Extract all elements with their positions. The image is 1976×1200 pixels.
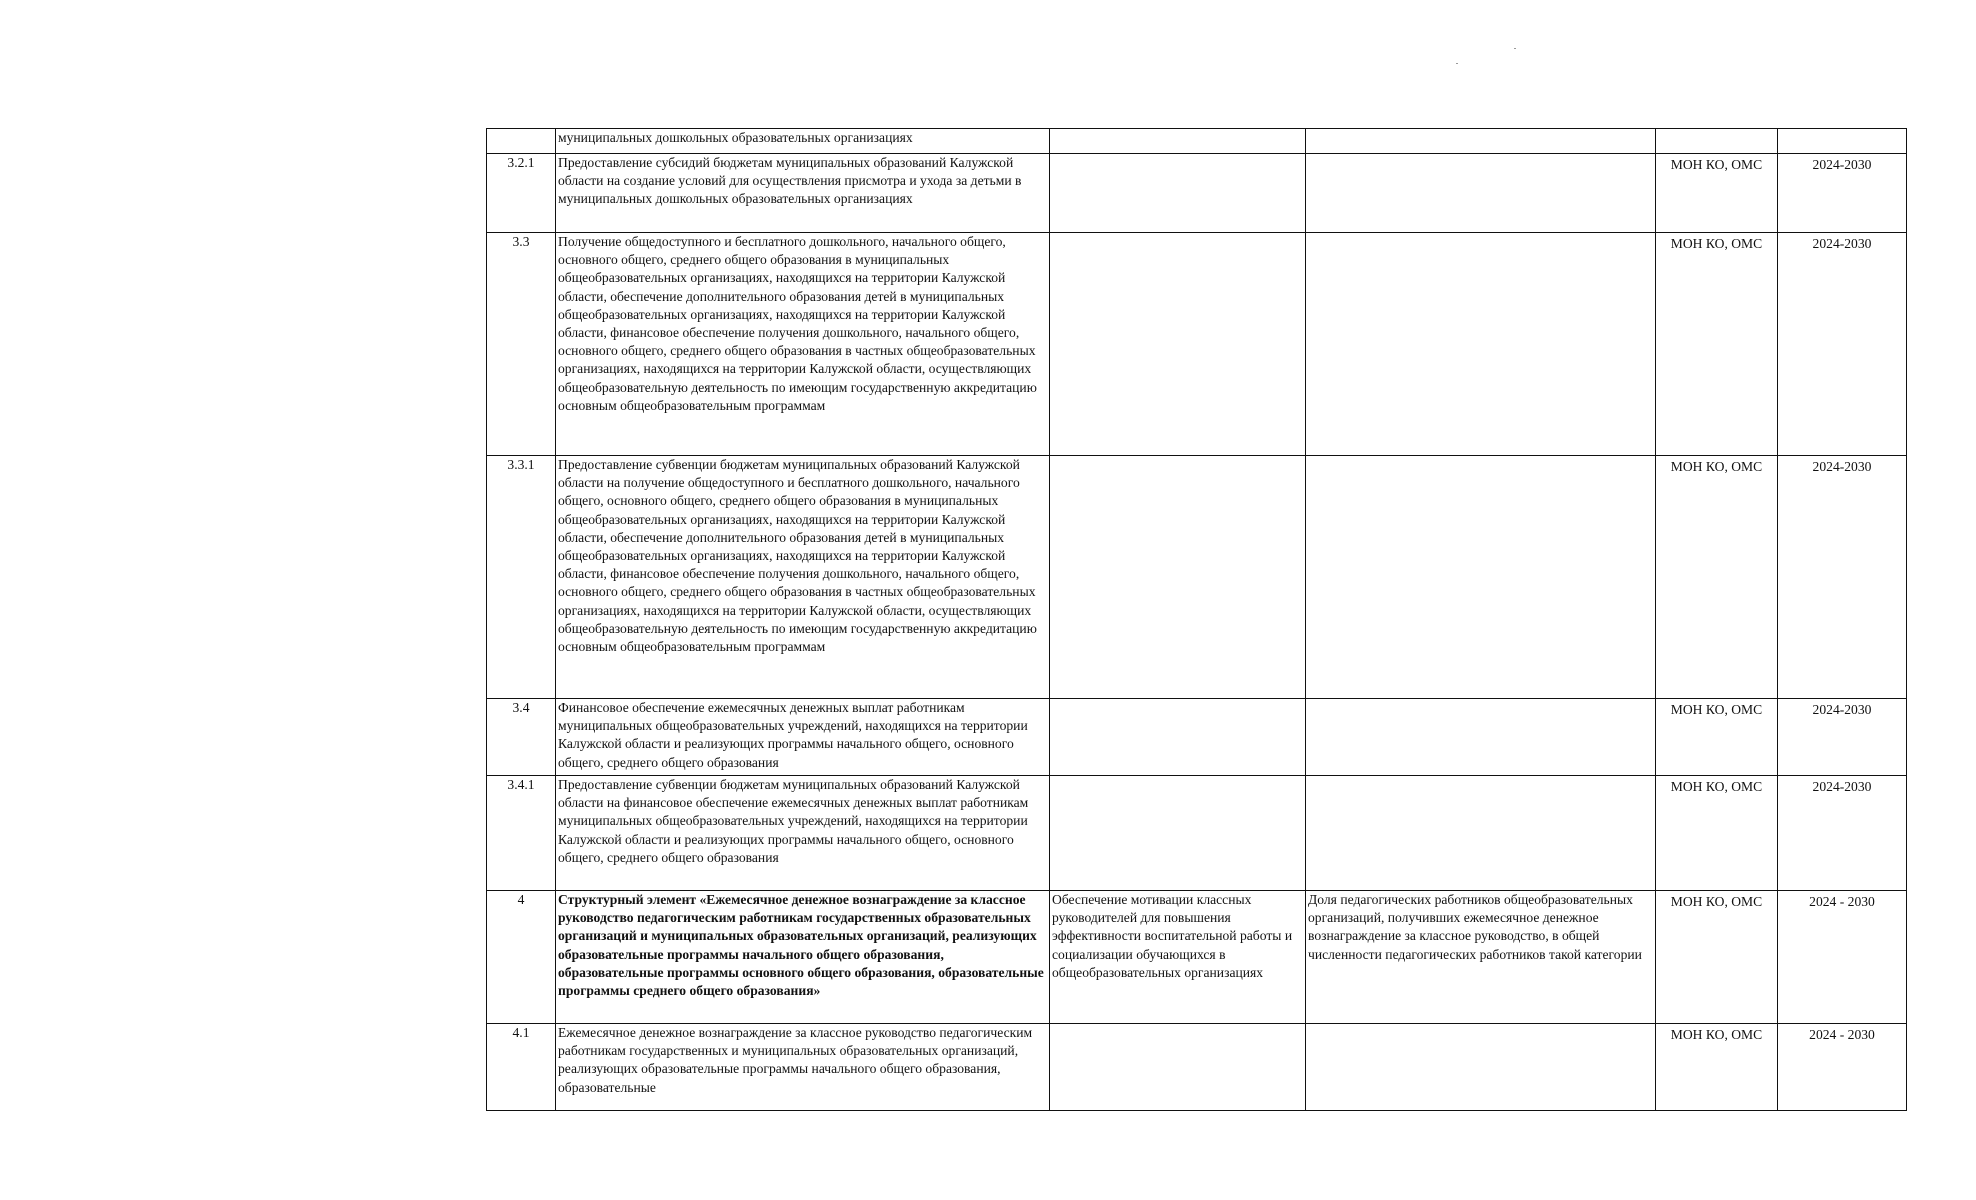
row-number [487, 129, 556, 154]
table-row [487, 891, 1907, 1024]
expected-result [1050, 1024, 1306, 1111]
period: 2024 - 2030 [1778, 891, 1907, 1024]
executor: МОН КО, ОМС [1656, 456, 1778, 699]
expected-result: Обеспечение мотивации классных руководителей для повышения эффективности воспитательной работы и социализации обучающихся в общеобразовательных организациях [1050, 891, 1306, 1024]
measures-table [486, 128, 1907, 1111]
indicator-text: Доля педагогических работников общеобразовательных организаций, получивших ежемесячное денежное вознаграждение за классное руководство, в общей численности педагогических работников такой категории [1306, 891, 1656, 1024]
expected-result [1050, 776, 1306, 891]
executor: МОН КО, ОМС [1656, 154, 1778, 233]
measure-text: Предоставление субсидий бюджетам муниципальных образований Калужской области на создание условий для осуществления присмотра и ухода за детьми в муниципальных дошкольных образовательных организациях [556, 154, 1050, 233]
measure-text: Финансовое обеспечение ежемесячных денежных выплат работникам муниципальных общеобразовательных учреждений, находящихся на территории Калужской области и реализующих программы начального общего, основного общего, среднего общего образования [556, 699, 1050, 776]
row-number: 3.4.1 [487, 776, 556, 891]
expected-result [1050, 154, 1306, 233]
indicator-text [1306, 233, 1656, 456]
expected-result [1050, 456, 1306, 699]
measure-text: муниципальных дошкольных образовательных организациях [556, 129, 1050, 154]
table-row [487, 776, 1907, 891]
expected-result [1050, 129, 1306, 154]
measure-text: Ежемесячное денежное вознаграждение за классное руководство педагогическим работникам государственных и муниципальных образовательных организаций, реализующих образовательные программы начального общего образования, образовательные [556, 1024, 1050, 1111]
measure-text: Предоставление субвенции бюджетам муниципальных образований Калужской области на получение общедоступного и бесплатного дошкольного, начального общего, основного общего, среднего общего образования в муниципальных общеобразовательных организациях, находящихся на территории Калужской области, обеспечение дополнительного образования детей в муниципальных общеобразовательных организациях, находящихся на территории Калужской области, финансовое обеспечение получения дошкольного, начального общего, основного общего, среднего общего образования в частных общеобразовательных организациях, находящихся на территории Калужской области, осуществляющих общеобразовательную деятельность по имеющим государственную аккредитацию основным общеобразовательным программам [556, 456, 1050, 699]
period: 2024-2030 [1778, 233, 1907, 456]
indicator-text [1306, 699, 1656, 776]
row-number: 3.2.1 [487, 154, 556, 233]
scan-speck [1514, 48, 1516, 49]
executor: МОН КО, ОМС [1656, 699, 1778, 776]
row-number: 3.3.1 [487, 456, 556, 699]
expected-result [1050, 699, 1306, 776]
table-row [487, 699, 1907, 776]
indicator-text [1306, 1024, 1656, 1111]
scan-speck [1456, 63, 1458, 64]
indicator-text [1306, 154, 1656, 233]
measure-text: Получение общедоступного и бесплатного дошкольного, начального общего, основного общего, среднего общего образования в муниципальных общеобразовательных организациях, находящихся на территории Калужской области, обеспечение дополнительного образования детей в муниципальных общеобразовательных организациях, находящихся на территории Калужской области, финансовое обеспечение получения дошкольного, начального общего, основного общего, среднего общего образования в частных общеобразовательных организациях, находящихся на территории Калужской области, осуществляющих общеобразовательную деятельность по имеющим государственную аккредитацию основным общеобразовательным программам [556, 233, 1050, 456]
period: 2024-2030 [1778, 154, 1907, 233]
executor: МОН КО, ОМС [1656, 1024, 1778, 1111]
executor [1656, 129, 1778, 154]
indicator-text [1306, 776, 1656, 891]
period: 2024-2030 [1778, 456, 1907, 699]
row-number: 4 [487, 891, 556, 1024]
table-row [487, 233, 1907, 456]
period: 2024-2030 [1778, 699, 1907, 776]
row-number: 3.4 [487, 699, 556, 776]
expected-result [1050, 233, 1306, 456]
period [1778, 129, 1907, 154]
executor: МОН КО, ОМС [1656, 233, 1778, 456]
measure-text: Предоставление субвенции бюджетам муниципальных образований Калужской области на финансовое обеспечение ежемесячных денежных выплат работникам муниципальных общеобразовательных учреждений, находящихся на территории Калужской области и реализующих программы начального общего, основного общего, среднего общего образования [556, 776, 1050, 891]
executor: МОН КО, ОМС [1656, 776, 1778, 891]
period: 2024-2030 [1778, 776, 1907, 891]
period: 2024 - 2030 [1778, 1024, 1907, 1111]
table-row [487, 154, 1907, 233]
indicator-text [1306, 456, 1656, 699]
table-row [487, 456, 1907, 699]
executor: МОН КО, ОМС [1656, 891, 1778, 1024]
table-row [487, 1024, 1907, 1111]
table-row [487, 129, 1907, 154]
indicator-text [1306, 129, 1656, 154]
row-number: 4.1 [487, 1024, 556, 1111]
measures-table-body [487, 129, 1907, 1111]
measure-text: Структурный элемент «Ежемесячное денежное вознаграждение за классное руководство педагогическим работникам государственных образовательных организаций и муниципальных образовательных организаций, реализующих образовательные программы начального общего образования, образовательные программы основного общего образования, образовательные программы среднего общего образования» [556, 891, 1050, 1024]
row-number: 3.3 [487, 233, 556, 456]
